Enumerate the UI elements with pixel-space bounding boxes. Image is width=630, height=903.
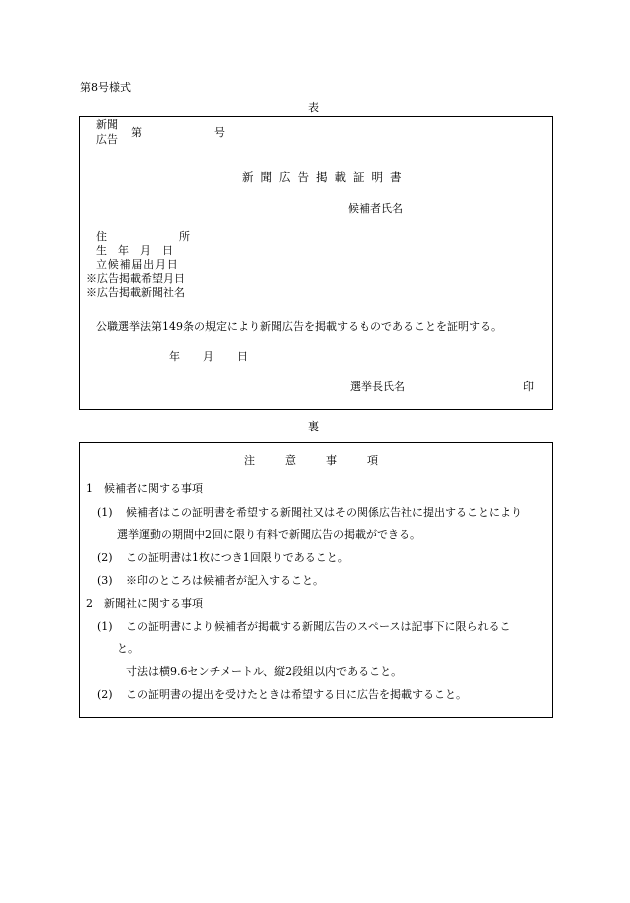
front-side-label: 表 bbox=[308, 101, 319, 114]
election-chief-label: 選挙長氏名 bbox=[350, 380, 405, 393]
s2-item1-line2: と。 bbox=[117, 642, 139, 655]
newspaper-ad-label-line1: 新聞 bbox=[96, 118, 118, 131]
certification-text: 公職選挙法第149条の規定により新聞広告を掲載するものであることを証明する。 bbox=[96, 320, 502, 333]
candidate-name-label: 候補者氏名 bbox=[348, 202, 403, 215]
s1-item1-line1: 候補者はこの証明書を希望する新聞社又はその関係広告社に提出することにより bbox=[126, 506, 522, 519]
candidacy-date-row bbox=[86, 258, 190, 272]
ad-newspaper-name-row bbox=[86, 286, 190, 300]
section1-heading: 1 候補者に関する事項 bbox=[86, 482, 203, 495]
number-prefix: 第 bbox=[131, 126, 142, 139]
s2-item1-line1: この証明書により候補者が掲載する新聞広告のスペースは記事下に限られるこ bbox=[126, 620, 511, 633]
s2-item2-text: この証明書の提出を受けたときは希望する日に広告を掲載すること。 bbox=[126, 688, 467, 701]
s1-item1-number: (1) bbox=[97, 506, 113, 519]
s1-item3-text: ※印のところは候補者が記入すること。 bbox=[126, 574, 324, 587]
s2-item1-number: (1) bbox=[97, 620, 113, 633]
date-year: 年 bbox=[169, 350, 180, 363]
section2-heading: 2 新聞社に関する事項 bbox=[86, 597, 203, 610]
s1-item2-number: (2) bbox=[97, 551, 113, 564]
back-side-label: 裏 bbox=[308, 420, 319, 433]
form-number: 第8号様式 bbox=[80, 81, 131, 94]
candidate-info-block bbox=[86, 230, 190, 300]
s2-item1-line3: 寸法は横9.6センチメートル、縦2段組以内であること。 bbox=[126, 665, 403, 678]
s2-item2-number: (2) bbox=[97, 688, 113, 701]
ad-newspaper-name-label: ※広告掲載新聞社名 bbox=[86, 286, 185, 299]
birthdate-label: 生年月日 bbox=[96, 244, 184, 257]
ad-desired-date-row bbox=[86, 272, 190, 286]
date-month: 月 bbox=[203, 350, 214, 363]
date-day: 日 bbox=[237, 350, 248, 363]
s1-item3-number: (3) bbox=[97, 574, 113, 587]
newspaper-ad-label-line2: 広告 bbox=[96, 133, 118, 146]
number-suffix: 号 bbox=[214, 126, 225, 139]
candidacy-date-label: 立候補届出月日 bbox=[96, 258, 179, 271]
certificate-title: 新聞広告掲載証明書 bbox=[242, 170, 409, 184]
s1-item2-text: この証明書は1枚につき1回限りであること。 bbox=[126, 551, 349, 564]
address-label: 住 所 bbox=[96, 230, 190, 243]
seal-mark: 印 bbox=[523, 380, 534, 393]
birthdate-row bbox=[86, 244, 190, 258]
ad-desired-date-label: ※広告掲載希望月日 bbox=[86, 272, 185, 285]
notes-title: 注意事項 bbox=[244, 454, 408, 467]
address-row bbox=[86, 230, 190, 244]
s1-item1-line2: 選挙運動の期間中2回に限り有料で新聞広告の掲載ができる。 bbox=[117, 528, 421, 541]
